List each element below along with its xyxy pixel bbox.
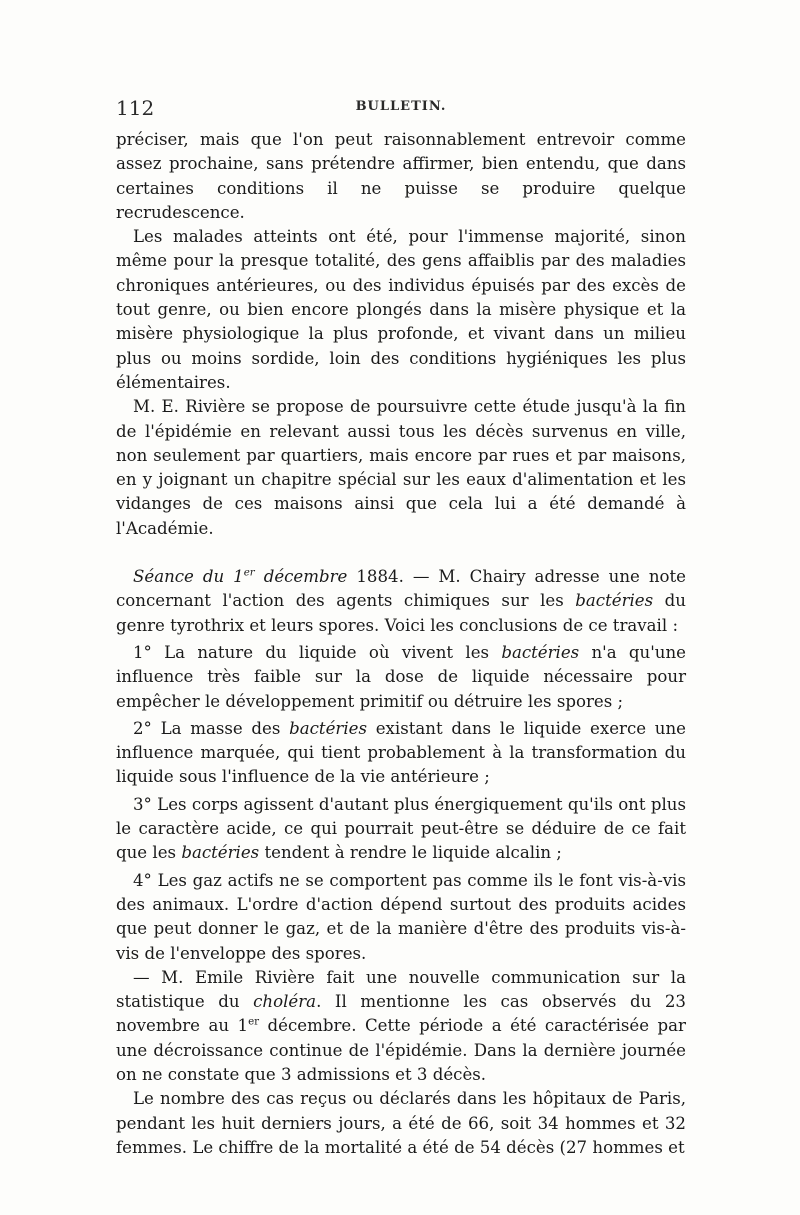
conclusion-item-3 bbox=[116, 793, 686, 866]
body-text bbox=[116, 128, 686, 1160]
seance-label-post: décembre bbox=[254, 567, 348, 587]
chairy-text-a: — M. Chairy adresse une note concernant l'action des agents chimiques sur les bbox=[116, 567, 686, 611]
paragraph-malades: Les malades atteints ont été, pour l'immense majorité, sinon même pour la presque totalité, des gens affaiblis par des maladies chroniques antérieures, ou des individus épuisés par des excès de tout genre, ou bien encore plongés dans la misère physique et la misère physiologique la plus profonde, et vivant dans un milieu plus ou moins sordide, loin des conditions hygiéniques les plus élémentaires. bbox=[116, 227, 686, 392]
item1-text-b: n'a qu'une influence très faible sur la dose de liquide nécessaire pour empêcher le développement primitif ou détruire les spores ; bbox=[116, 642, 686, 711]
paragraph-nombre-cas: Le nombre des cas reçus ou déclarés dans les hôpitaux de Paris, pendant les huit derniers jours, a été de 66, soit 34 hommes et 32 femmes. Le chiffre de la mortalité a été de 54 décès (27 hommes et bbox=[116, 1089, 686, 1157]
item3-bacteries: bactéries bbox=[181, 843, 260, 863]
paragraph-seance bbox=[116, 565, 686, 638]
stat-text-c: décembre. Cette période a été caractérisée par une décroissance continue de l'épidémie. Dans la dernière journée on ne constate que 3 admissions et 3 décès. bbox=[116, 1016, 686, 1084]
stat-text-a: — M. Emile Rivière fait une nouvelle communication sur la statistique du bbox=[116, 967, 686, 1012]
item2-text-a: 2° La masse des bbox=[133, 718, 290, 738]
seance-year: 1884. bbox=[347, 567, 404, 587]
item3-text-a: 3° Les corps agissent d'autant plus énergiquement qu'ils ont plus le caractère acide, ce qui pourrait peut-être se déduire de ce fait que les bbox=[116, 794, 686, 863]
stat-text-b: . Il mentionne les cas observés du 23 novembre au 1 bbox=[116, 992, 686, 1036]
stat-cholera: choléra bbox=[253, 992, 317, 1012]
item1-bacteries: bactéries bbox=[501, 642, 580, 662]
item3-text-b: tendent à rendre le liquide alcalin ; bbox=[259, 843, 562, 863]
chairy-bacteries: bactéries bbox=[575, 591, 654, 611]
stat-sup: er bbox=[248, 1015, 260, 1028]
item2-bacteries: bactéries bbox=[289, 718, 367, 738]
seance-label-sup: er bbox=[243, 566, 255, 579]
seance-label bbox=[133, 567, 347, 586]
page-number: 112 bbox=[116, 96, 155, 120]
page-header bbox=[116, 96, 686, 122]
chairy-text-b: du genre tyrothrix et leurs spores. Voici les conclusions de ce travail : bbox=[116, 591, 686, 635]
conclusion-item-4: 4° Les gaz actifs ne se comportent pas comme ils le font vis-à-vis des animaux. L'ordre d'action dépend surtout des produits acides que peut donner le gaz, et de la manière d'être des produits vis-à-vis de l'enveloppe des spores. bbox=[116, 870, 686, 963]
paragraph-riviere-etude: M. E. Rivière se propose de poursuivre cette étude jusqu'à la fin de l'épidémie en relevant aussi tous les décès survenus en ville, non seulement par quartiers, mais encore par rues et par maisons, en y joignant un chapitre spécial sur les eaux d'alimentation et les vidanges de ces maisons ainsi que cela lui a été demandé à l'Académie. bbox=[116, 397, 686, 538]
paragraph-statistique bbox=[116, 966, 686, 1087]
seance-label-pre: Séance du 1 bbox=[133, 567, 244, 587]
conclusion-item-2 bbox=[116, 717, 686, 790]
item1-text-a: 1° La nature du liquide où vivent les bbox=[133, 642, 502, 662]
running-head: BULLETIN. bbox=[355, 99, 447, 114]
item2-text-b: existant dans le liquide exerce une influence marquée, qui tient probablement à la transformation du liquide sous l'influence de la vie antérieure ; bbox=[116, 718, 686, 787]
conclusion-item-1 bbox=[116, 641, 686, 714]
paragraph-continuation: préciser, mais que l'on peut raisonnablement entrevoir comme assez prochaine, sans prétendre affirmer, bien entendu, que dans certaines conditions il ne puisse se produire quelque recrudescence. bbox=[116, 130, 686, 222]
